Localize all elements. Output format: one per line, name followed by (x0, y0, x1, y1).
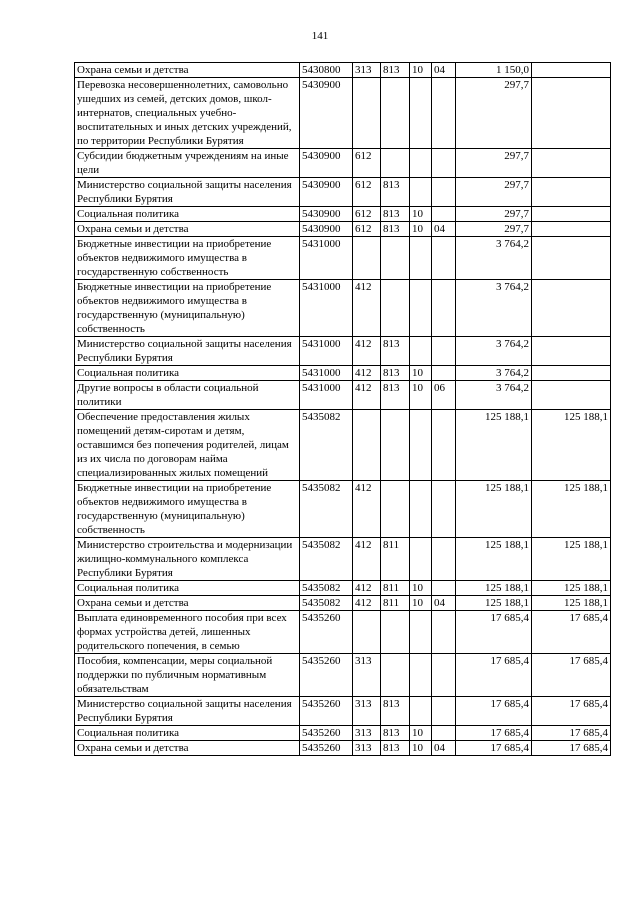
subsection-cell (432, 581, 456, 596)
expense-type-cell: 412 (353, 538, 381, 581)
ministry-code-cell: 811 (381, 596, 410, 611)
ministry-code-cell (381, 611, 410, 654)
subsection-cell (432, 337, 456, 366)
ministry-code-cell (381, 78, 410, 149)
item-name-cell: Министерство социальной защиты населения Республики Бурятия (75, 178, 300, 207)
federal-amount-cell: 17 685,4 (532, 741, 611, 756)
subsection-cell (432, 149, 456, 178)
target-code-cell: 5430900 (300, 222, 353, 237)
federal-amount-cell (532, 78, 611, 149)
item-name-cell: Охрана семьи и детства (75, 222, 300, 237)
amount-cell: 3 764,2 (456, 366, 532, 381)
target-code-cell: 5430900 (300, 178, 353, 207)
expense-type-cell: 313 (353, 741, 381, 756)
expense-type-cell: 313 (353, 726, 381, 741)
amount-cell: 3 764,2 (456, 237, 532, 280)
federal-amount-cell (532, 207, 611, 222)
ministry-code-cell: 813 (381, 366, 410, 381)
target-code-cell: 5431000 (300, 381, 353, 410)
federal-amount-cell (532, 366, 611, 381)
item-name-cell: Субсидии бюджетным учреждениям на иные цели (75, 149, 300, 178)
expense-type-cell (353, 410, 381, 481)
table-row (75, 63, 611, 78)
expense-type-cell: 412 (353, 481, 381, 538)
ministry-code-cell (381, 237, 410, 280)
expense-type-cell: 313 (353, 63, 381, 78)
ministry-code-cell (381, 410, 410, 481)
item-name-cell: Другие вопросы в области социальной политики (75, 381, 300, 410)
subsection-cell (432, 178, 456, 207)
amount-cell: 3 764,2 (456, 280, 532, 337)
expense-type-cell: 612 (353, 149, 381, 178)
section-cell (410, 237, 432, 280)
target-code-cell: 5431000 (300, 337, 353, 366)
ministry-code-cell: 813 (381, 741, 410, 756)
federal-amount-cell: 125 188,1 (532, 581, 611, 596)
ministry-code-cell: 813 (381, 337, 410, 366)
ministry-code-cell: 811 (381, 581, 410, 596)
item-name-cell: Социальная политика (75, 366, 300, 381)
section-cell: 10 (410, 63, 432, 78)
item-name-cell: Перевозка несовершеннолетних, самовольно ушедших из семей, детских домов, школ-интернатов, специальных учебно-воспитательных и иных детских учреждений, по территории Республики Бурятия (75, 78, 300, 149)
amount-cell: 297,7 (456, 207, 532, 222)
federal-amount-cell: 125 188,1 (532, 481, 611, 538)
section-cell: 10 (410, 596, 432, 611)
target-code-cell: 5430900 (300, 149, 353, 178)
expense-type-cell (353, 611, 381, 654)
expense-type-cell: 612 (353, 207, 381, 222)
subsection-cell (432, 726, 456, 741)
amount-cell: 297,7 (456, 78, 532, 149)
table-row (75, 381, 611, 410)
subsection-cell (432, 654, 456, 697)
target-code-cell: 5430900 (300, 207, 353, 222)
amount-cell: 125 188,1 (456, 581, 532, 596)
amount-cell: 297,7 (456, 222, 532, 237)
target-code-cell: 5431000 (300, 366, 353, 381)
item-name-cell: Министерство строительства и модернизации жилищно-коммунального комплекса Республики Бурятия (75, 538, 300, 581)
table-row (75, 581, 611, 596)
amount-cell: 17 685,4 (456, 741, 532, 756)
section-cell (410, 481, 432, 538)
section-cell: 10 (410, 726, 432, 741)
section-cell (410, 280, 432, 337)
amount-cell: 3 764,2 (456, 337, 532, 366)
table-row (75, 237, 611, 280)
section-cell (410, 538, 432, 581)
federal-amount-cell: 17 685,4 (532, 611, 611, 654)
amount-cell: 17 685,4 (456, 697, 532, 726)
subsection-cell (432, 237, 456, 280)
section-cell (410, 178, 432, 207)
amount-cell: 125 188,1 (456, 410, 532, 481)
subsection-cell: 04 (432, 596, 456, 611)
table-row (75, 222, 611, 237)
item-name-cell: Социальная политика (75, 207, 300, 222)
ministry-code-cell: 811 (381, 538, 410, 581)
item-name-cell: Министерство социальной защиты населения Республики Бурятия (75, 337, 300, 366)
ministry-code-cell: 813 (381, 63, 410, 78)
ministry-code-cell: 813 (381, 697, 410, 726)
section-cell (410, 149, 432, 178)
federal-amount-cell (532, 63, 611, 78)
section-cell (410, 654, 432, 697)
target-code-cell: 5431000 (300, 280, 353, 337)
item-name-cell: Министерство социальной защиты населения Республики Бурятия (75, 697, 300, 726)
amount-cell: 125 188,1 (456, 481, 532, 538)
amount-cell: 297,7 (456, 149, 532, 178)
expense-type-cell: 412 (353, 366, 381, 381)
table-row (75, 366, 611, 381)
subsection-cell: 06 (432, 381, 456, 410)
subsection-cell (432, 697, 456, 726)
table-row (75, 538, 611, 581)
item-name-cell: Обеспечение предоставления жилых помещений детям-сиротам и детям, оставшимся без попечения родителей, лицам из их числа по договорам найма специализированных жилых помещений (75, 410, 300, 481)
target-code-cell: 5431000 (300, 237, 353, 280)
expense-type-cell: 313 (353, 697, 381, 726)
expense-type-cell: 412 (353, 381, 381, 410)
section-cell (410, 611, 432, 654)
subsection-cell (432, 366, 456, 381)
table-row (75, 280, 611, 337)
target-code-cell: 5435082 (300, 410, 353, 481)
target-code-cell: 5435260 (300, 726, 353, 741)
expense-type-cell: 612 (353, 178, 381, 207)
section-cell: 10 (410, 741, 432, 756)
federal-amount-cell (532, 237, 611, 280)
target-code-cell: 5430800 (300, 63, 353, 78)
subsection-cell (432, 78, 456, 149)
table-row (75, 596, 611, 611)
table-row (75, 78, 611, 149)
item-name-cell: Социальная политика (75, 726, 300, 741)
table-row (75, 611, 611, 654)
amount-cell: 17 685,4 (456, 726, 532, 741)
item-name-cell: Бюджетные инвестиции на приобретение объектов недвижимого имущества в государственную (муниципальную) собственность (75, 280, 300, 337)
table-row (75, 207, 611, 222)
section-cell (410, 410, 432, 481)
expense-type-cell: 612 (353, 222, 381, 237)
subsection-cell (432, 611, 456, 654)
expense-type-cell: 313 (353, 654, 381, 697)
table-row (75, 410, 611, 481)
item-name-cell: Пособия, компенсации, меры социальной поддержки по публичным нормативным обязательствам (75, 654, 300, 697)
item-name-cell: Охрана семьи и детства (75, 741, 300, 756)
federal-amount-cell (532, 337, 611, 366)
expense-type-cell: 412 (353, 280, 381, 337)
target-code-cell: 5435260 (300, 741, 353, 756)
section-cell (410, 697, 432, 726)
expense-type-cell (353, 237, 381, 280)
section-cell: 10 (410, 207, 432, 222)
expense-type-cell: 412 (353, 337, 381, 366)
item-name-cell: Охрана семьи и детства (75, 596, 300, 611)
table-row (75, 149, 611, 178)
expense-type-cell: 412 (353, 596, 381, 611)
amount-cell: 3 764,2 (456, 381, 532, 410)
target-code-cell: 5435082 (300, 481, 353, 538)
section-cell: 10 (410, 381, 432, 410)
section-cell (410, 337, 432, 366)
item-name-cell: Социальная политика (75, 581, 300, 596)
federal-amount-cell: 17 685,4 (532, 726, 611, 741)
table-row (75, 726, 611, 741)
federal-amount-cell (532, 222, 611, 237)
ministry-code-cell: 813 (381, 381, 410, 410)
subsection-cell (432, 481, 456, 538)
federal-amount-cell: 125 188,1 (532, 410, 611, 481)
amount-cell: 1 150,0 (456, 63, 532, 78)
amount-cell: 125 188,1 (456, 596, 532, 611)
item-name-cell: Бюджетные инвестиции на приобретение объектов недвижимого имущества в государственную собственность (75, 237, 300, 280)
subsection-cell: 04 (432, 741, 456, 756)
subsection-cell (432, 280, 456, 337)
ministry-code-cell (381, 481, 410, 538)
target-code-cell: 5435260 (300, 654, 353, 697)
table-row (75, 741, 611, 756)
federal-amount-cell: 17 685,4 (532, 697, 611, 726)
federal-amount-cell (532, 280, 611, 337)
expense-type-cell (353, 78, 381, 149)
table-row (75, 178, 611, 207)
target-code-cell: 5430900 (300, 78, 353, 149)
target-code-cell: 5435260 (300, 611, 353, 654)
target-code-cell: 5435082 (300, 538, 353, 581)
section-cell (410, 78, 432, 149)
section-cell: 10 (410, 222, 432, 237)
item-name-cell: Выплата единовременного пособия при всех формах устройства детей, лишенных родительского попечения, в семью (75, 611, 300, 654)
federal-amount-cell: 125 188,1 (532, 538, 611, 581)
amount-cell: 297,7 (456, 178, 532, 207)
amount-cell: 17 685,4 (456, 654, 532, 697)
page-number: 141 (311, 30, 329, 42)
amount-cell: 125 188,1 (456, 538, 532, 581)
federal-amount-cell: 125 188,1 (532, 596, 611, 611)
subsection-cell (432, 410, 456, 481)
ministry-code-cell: 813 (381, 207, 410, 222)
ministry-code-cell: 813 (381, 178, 410, 207)
federal-amount-cell (532, 381, 611, 410)
section-cell: 10 (410, 366, 432, 381)
subsection-cell: 04 (432, 222, 456, 237)
target-code-cell: 5435260 (300, 697, 353, 726)
target-code-cell: 5435082 (300, 581, 353, 596)
budget-table (74, 62, 611, 756)
subsection-cell (432, 207, 456, 222)
table-row (75, 654, 611, 697)
ministry-code-cell: 813 (381, 222, 410, 237)
federal-amount-cell (532, 149, 611, 178)
table-row (75, 481, 611, 538)
target-code-cell: 5435082 (300, 596, 353, 611)
section-cell: 10 (410, 581, 432, 596)
table-row (75, 697, 611, 726)
expense-type-cell: 412 (353, 581, 381, 596)
item-name-cell: Бюджетные инвестиции на приобретение объектов недвижимого имущества в государственную (муниципальную) собственность (75, 481, 300, 538)
subsection-cell (432, 538, 456, 581)
subsection-cell: 04 (432, 63, 456, 78)
ministry-code-cell (381, 149, 410, 178)
federal-amount-cell (532, 178, 611, 207)
amount-cell: 17 685,4 (456, 611, 532, 654)
table-row (75, 337, 611, 366)
ministry-code-cell: 813 (381, 726, 410, 741)
federal-amount-cell: 17 685,4 (532, 654, 611, 697)
ministry-code-cell (381, 654, 410, 697)
ministry-code-cell (381, 280, 410, 337)
item-name-cell: Охрана семьи и детства (75, 63, 300, 78)
